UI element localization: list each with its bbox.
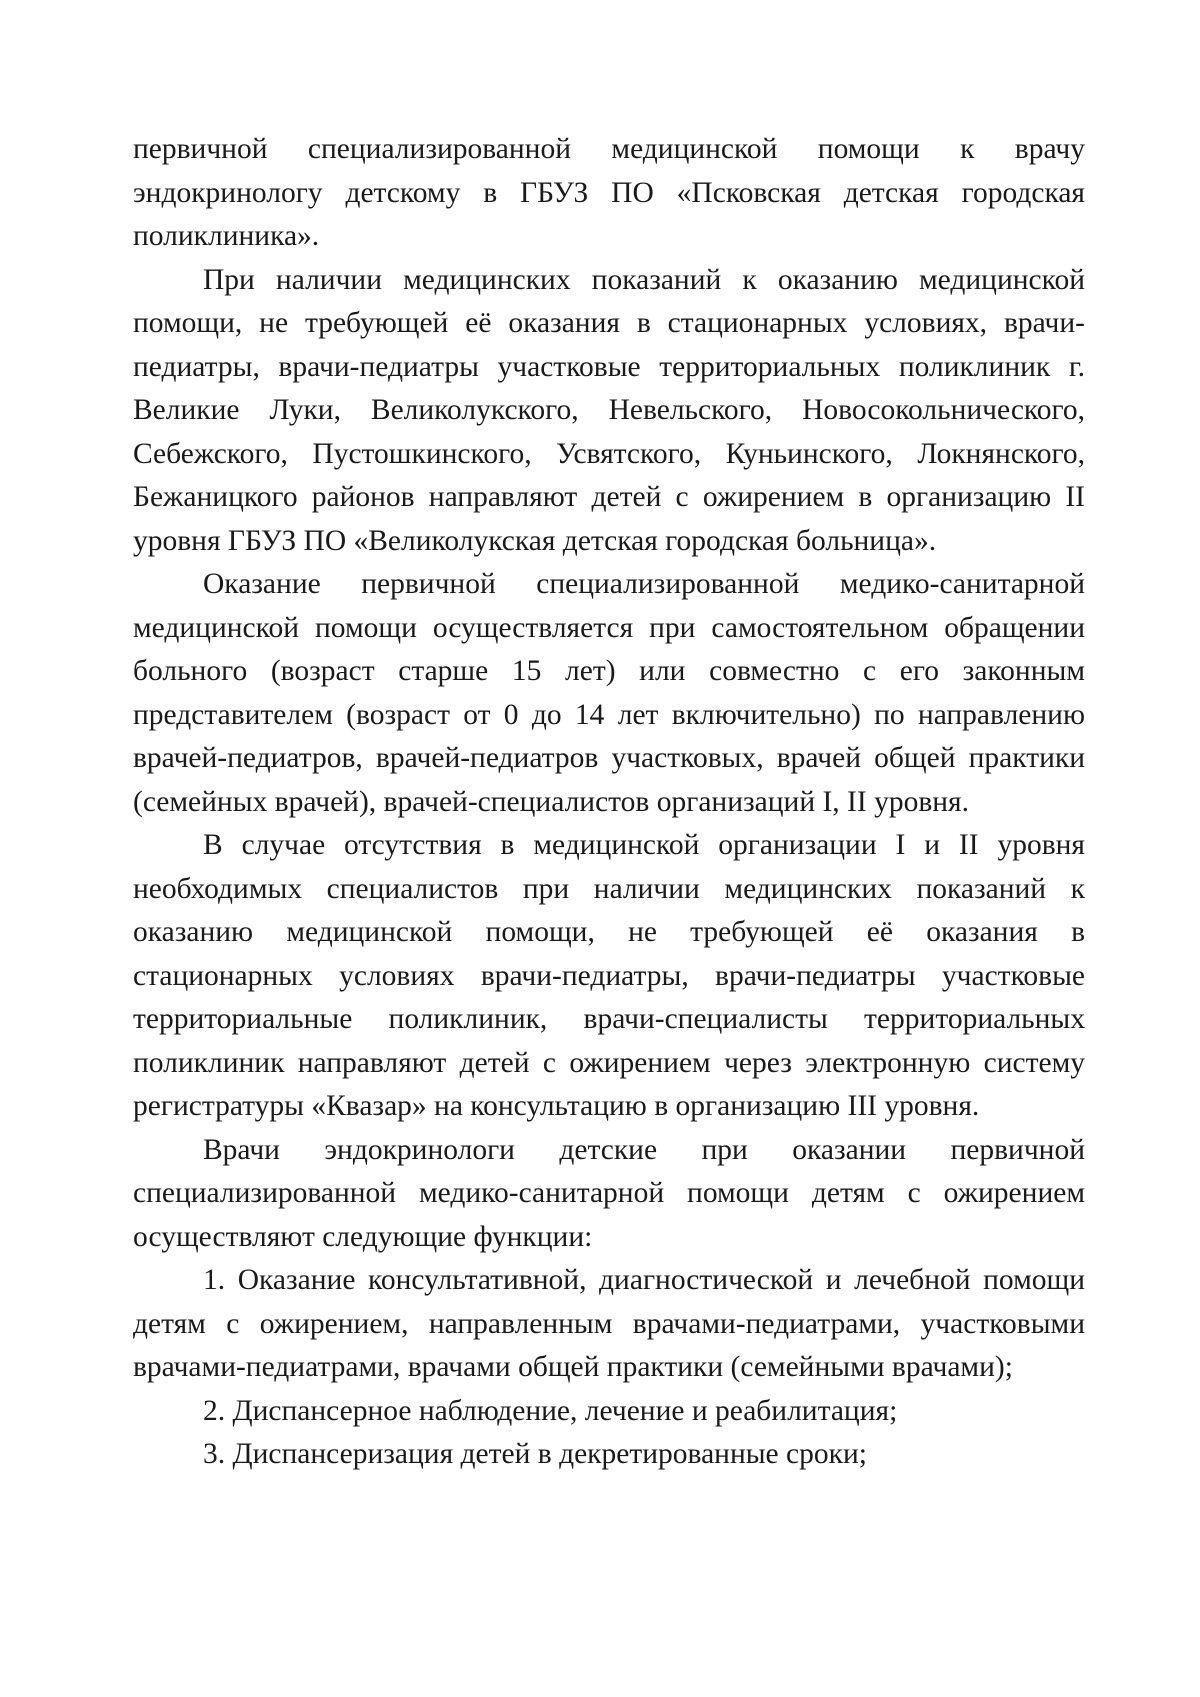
list-item-1: 1. Оказание консультативной, диагностической и лечебной помощи детям с ожирением, направленным врачами-педиатрами, участковыми врачами-педиатрами, врачами общей практики (семейными врачами);: [133, 1264, 1085, 1383]
document-body: [133, 128, 1085, 1477]
paragraph-specialized-care: Оказание первичной специализированной медико-санитарной медицинской помощи осуществляется при самостоятельном обращении больного (возраст старше 15 лет) или совместно с его законным представителем (возраст от 0 до 14 лет включительно) по направлению врачей-педиатров, врачей-педиатров участковых, врачей общей практики (семейных врачей), врачей-специалистов организаций I, II уровня.: [133, 568, 1085, 818]
paragraph-referral-level-3: В случае отсутствия в медицинской организации I и II уровня необходимых специалистов при наличии медицинских показаний к оказанию медицинской помощи, не требующей её оказания в стационарных условиях врачи-педиатры, врачи-педиатры участковые территориальные поликлиник, врачи-специалисты территориальных поликлиник направляют детей с ожирением через электронную систему регистратуры «Квазар» на консультацию в организацию III уровня.: [133, 829, 1085, 1122]
list-item-2: 2. Диспансерное наблюдение, лечение и реабилитация;: [203, 1394, 898, 1427]
paragraph-referral-level-2: При наличии медицинских показаний к оказанию медицинской помощи, не требующей её оказания в стационарных условиях, врачи-педиатры, врачи-педиатры участковые территориальных поликлиник г. Великие Луки, Великолукского, Невельского, Новосокольнического, Себежского, Пустошкинского, Усвятского, Куньинского, Локнянского, Бежаницкого районов направляют детей с ожирением в организацию II уровня ГБУЗ ПО «Великолукская детская городская больница».: [133, 263, 1085, 557]
list-item-3: 3. Диспансеризация детей в декретированные сроки;: [203, 1438, 867, 1470]
paragraph-endocrinologist-functions: Врачи эндокринологи детские при оказании первичной специализированной медико-санитарной помощи детям с ожирением осуществляют следующие функции:: [133, 1133, 1085, 1253]
paragraph-continuation: первичной специализированной медицинской помощи к врачу эндокринологу детскому в ГБУЗ ПО «Псковская детская городская поликлиника».: [133, 133, 1085, 252]
